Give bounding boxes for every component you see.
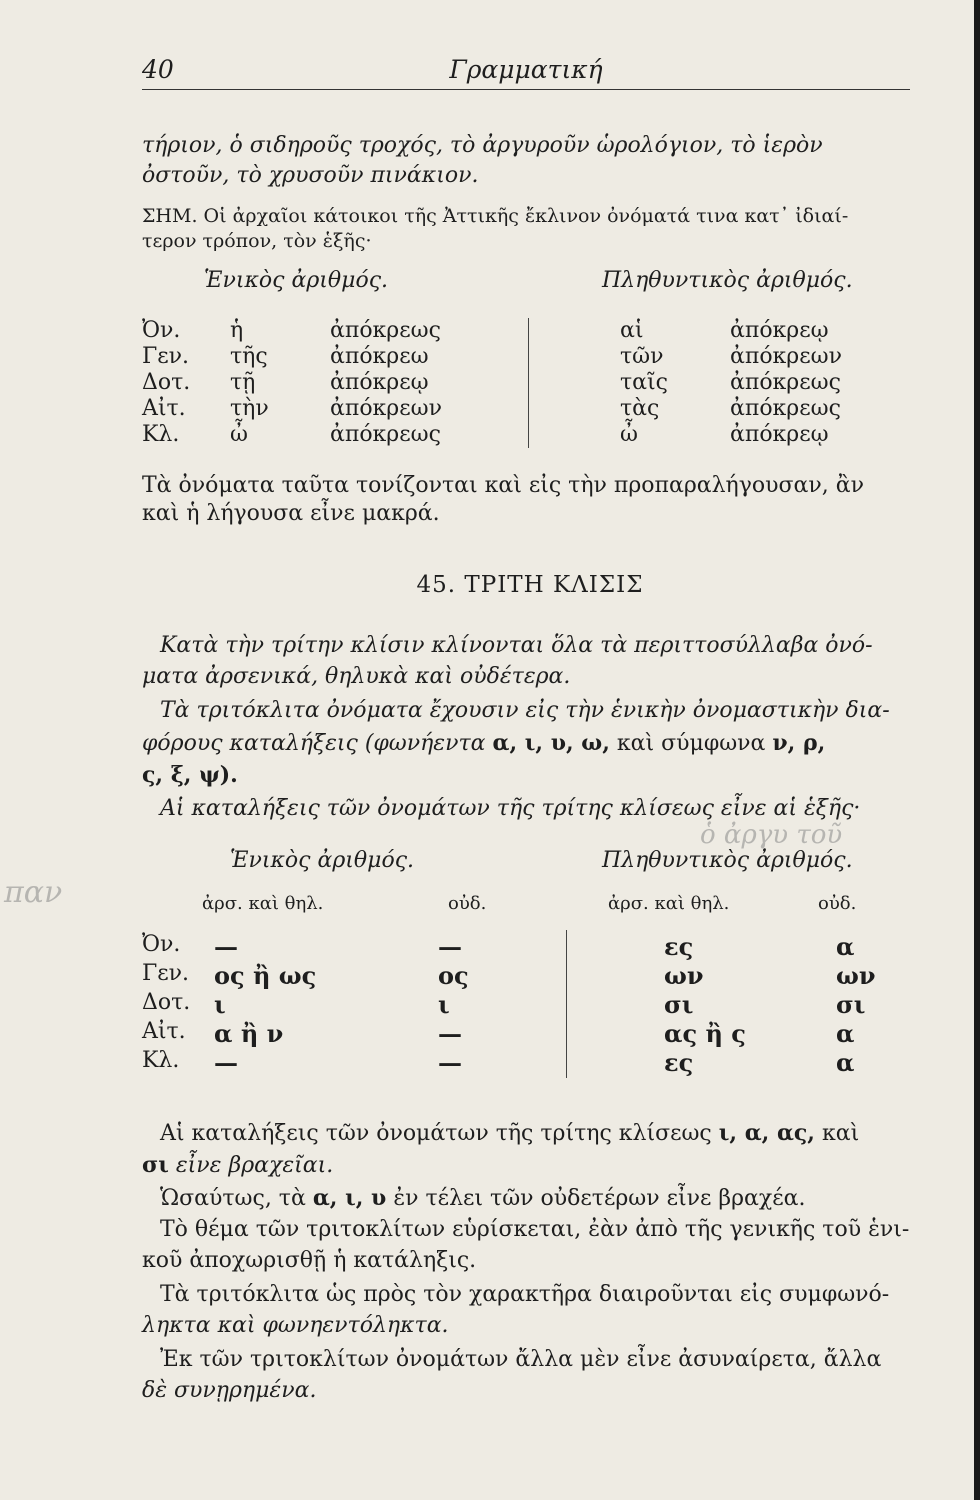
- table1-singular-form: ἀπόκρεω: [330, 344, 429, 369]
- table2-singular-mf-ending: ος ἢ ως: [214, 961, 317, 990]
- table1-plural-article: τὰς: [620, 396, 660, 421]
- para4-text: Αἱ καταλήξεις τῶν ὀνομάτων τῆς τρίτης κλίσεως: [160, 1121, 712, 1146]
- para4-line-1: [160, 1120, 859, 1146]
- page-edge-shadow: [974, 0, 980, 1500]
- table2-plural-mf-ending: σι: [664, 990, 694, 1019]
- table1-plural-article: ὦ: [620, 422, 638, 447]
- table1-plural-article: τῶν: [620, 344, 664, 369]
- para6-line-2: κοῦ ἀποχωρισθῇ ἡ κατάληξις.: [142, 1248, 477, 1273]
- table1-case: Γεν.: [142, 344, 190, 369]
- para4-text-2: εἶνε βραχεῖαι.: [175, 1153, 334, 1178]
- table2-sub-mf-singular: ἀρσ. καὶ θηλ.: [202, 893, 324, 914]
- para4-end: καὶ: [821, 1121, 860, 1146]
- note-line-2: τερον τρόπον, τὸν ἑξῆς·: [142, 230, 372, 252]
- section-heading: 45. ΤΡΙΤΗ ΚΛΙΣΙΣ: [416, 572, 644, 598]
- table1-plural-article: αἱ: [620, 318, 644, 343]
- para5-bold: α, ι, υ: [312, 1185, 387, 1211]
- table1-singular-article: ἡ: [230, 318, 244, 343]
- table1-plural-form: ἀπόκρεως: [730, 370, 841, 395]
- table1-plural-header: Πληθυντικὸς ἀριθμός.: [602, 268, 853, 293]
- table2-plural-header: Πληθυντικὸς ἀριθμός.: [602, 848, 853, 873]
- intro-line-1: τήριον, ὁ σιδηροῦς τροχός, τὸ ἀργυροῦν ὡρολόγιον, τὸ ἱερὸν: [142, 133, 823, 158]
- margin-handwriting-left: παν: [4, 875, 63, 910]
- para1-line-1: Κατὰ τὴν τρίτην κλίσιν κλίνονται ὅλα τὰ περιττοσύλλαβα ὀνό-: [160, 633, 873, 658]
- table2-case: Δοτ.: [142, 990, 191, 1015]
- accent-rule-line-1: Τὰ ὀνόματα ταῦτα τονίζονται καὶ εἰς τὴν προπαραλήγουσαν, ἂν: [142, 473, 864, 498]
- para2-vowels: α, ι, υ, ω,: [492, 730, 610, 756]
- para5-end: ἐν τέλει τῶν οὐδετέρων εἶνε βραχέα.: [393, 1186, 806, 1211]
- table2-singular-header: Ἑνικὸς ἀριθμός.: [230, 848, 415, 873]
- para2-line-3: [142, 762, 238, 788]
- table1-singular-form: ἀπόκρεως: [330, 318, 441, 343]
- running-title: Γραμματική: [449, 55, 603, 84]
- note-line-1: ΣΗΜ. Οἱ ἀρχαῖοι κάτοικοι τῆς Ἀττικῆς ἔκλινον ὀνόματά τινα κατ᾽ ἰδιαί-: [142, 205, 849, 227]
- para2-mid: καὶ σύμφωνα: [616, 731, 766, 756]
- table1-singular-form: ἀπόκρεῳ: [330, 370, 429, 395]
- table1-plural-form: ἀπόκρεων: [730, 344, 842, 369]
- para8-line-2: δὲ συνῃρημένα.: [142, 1378, 317, 1403]
- table2-plural-mf-ending: ας ἢ ς: [664, 1019, 746, 1048]
- para2-consonants-2: ς, ξ, ψ).: [142, 762, 238, 788]
- table2-sub-mf-plural: ἀρσ. καὶ θηλ.: [608, 893, 730, 914]
- table1-divider: [528, 318, 529, 448]
- table2-plural-n-ending: α: [836, 932, 855, 961]
- table2-singular-n-ending: —: [438, 1019, 462, 1048]
- para2-line-2: [142, 730, 825, 756]
- table1-plural-form: ἀπόκρεῳ: [730, 422, 829, 447]
- para3: Αἱ καταλήξεις τῶν ὀνομάτων τῆς τρίτης κλίσεως εἶνε αἱ ἑξῆς·: [160, 796, 861, 821]
- table2-sub-n-singular: οὐδ.: [448, 893, 487, 914]
- page-number: 40: [142, 55, 174, 84]
- table1-case: Αἰτ.: [142, 396, 186, 421]
- table2-case: Αἰτ.: [142, 1019, 186, 1044]
- table1-plural-article: ταῖς: [620, 370, 668, 395]
- table1-case: Κλ.: [142, 422, 180, 447]
- table2-singular-n-ending: ος: [438, 961, 469, 990]
- para4-line-2: [142, 1152, 333, 1178]
- para2-text: φόρους καταλήξεις (φωνήεντα: [142, 731, 486, 756]
- table2-case: Γεν.: [142, 961, 190, 986]
- table1-case: Δοτ.: [142, 370, 191, 395]
- margin-handwriting-right: ὁ ἀργυ τοῦ: [700, 820, 843, 850]
- table2-plural-mf-ending: ες: [664, 932, 694, 961]
- para2-line-1: Τὰ τριτόκλιτα ὀνόματα ἔχουσιν εἰς τὴν ἑνικὴν ὀνομαστικὴν δια-: [160, 698, 890, 723]
- table1-singular-header: Ἑνικὸς ἀριθμός.: [204, 268, 389, 293]
- para2-consonants: ν, ρ,: [772, 730, 826, 756]
- table2-plural-n-ending: σι: [836, 990, 866, 1019]
- table1-singular-article: τὴν: [230, 396, 269, 421]
- para8-line-1: Ἐκ τῶν τριτοκλίτων ὀνομάτων ἄλλα μὲν εἶνε ἀσυναίρετα, ἄλλα: [160, 1347, 882, 1372]
- table1-singular-form: ἀπόκρεως: [330, 422, 441, 447]
- para5-start: Ὡσαύτως, τὰ: [160, 1186, 306, 1211]
- para5: [160, 1185, 805, 1211]
- table2-case: Κλ.: [142, 1048, 180, 1073]
- table2-singular-n-ending: —: [438, 932, 462, 961]
- table1-singular-form: ἀπόκρεων: [330, 396, 442, 421]
- table2-case: Ὀν.: [142, 932, 181, 957]
- para6-line-1: Τὸ θέμα τῶν τριτοκλίτων εὑρίσκεται, ἐὰν ἀπὸ τῆς γενικῆς τοῦ ἑνι-: [160, 1217, 910, 1242]
- table1-case: Ὀν.: [142, 318, 181, 343]
- table1-singular-article: τῆς: [230, 344, 268, 369]
- table1-singular-article: τῇ: [230, 370, 256, 395]
- table2-plural-n-ending: α: [836, 1019, 855, 1048]
- table2-singular-n-ending: —: [438, 1048, 462, 1077]
- table1-singular-article: ὦ: [230, 422, 248, 447]
- accent-rule-line-2: καὶ ἡ λήγουσα εἶνε μακρά.: [142, 501, 440, 526]
- table2-plural-mf-ending: ες: [664, 1048, 694, 1077]
- para1-line-2: ματα ἀρσενικά, θηλυκὰ καὶ οὐδέτερα.: [142, 664, 571, 689]
- running-header: [142, 55, 910, 90]
- table2-plural-mf-ending: ων: [664, 961, 704, 990]
- para4-si: σι: [142, 1152, 169, 1178]
- table2-sub-n-plural: οὐδ.: [818, 893, 857, 914]
- para4-short-endings: ι, α, ας,: [718, 1120, 815, 1146]
- intro-line-2: ὀστοῦν, τὸ χρυσοῦν πινάκιον.: [142, 163, 479, 188]
- table1-plural-form: ἀπόκρεως: [730, 396, 841, 421]
- table1-plural-form: ἀπόκρεῳ: [730, 318, 829, 343]
- table2-singular-n-ending: ι: [438, 990, 450, 1019]
- table2-divider: [566, 930, 567, 1078]
- para7-line-1: Τὰ τριτόκλιτα ὡς πρὸς τὸν χαρακτῆρα διαιροῦνται εἰς συμφωνό-: [160, 1282, 890, 1307]
- table2-plural-n-ending: α: [836, 1048, 855, 1077]
- table2-singular-mf-ending: —: [214, 1048, 238, 1077]
- para7-line-2: ληκτα καὶ φωνηεντόληκτα.: [142, 1313, 449, 1338]
- table2-singular-mf-ending: α ἢ ν: [214, 1019, 284, 1048]
- table2-singular-mf-ending: ι: [214, 990, 226, 1019]
- table2-singular-mf-ending: —: [214, 932, 238, 961]
- table2-plural-n-ending: ων: [836, 961, 876, 990]
